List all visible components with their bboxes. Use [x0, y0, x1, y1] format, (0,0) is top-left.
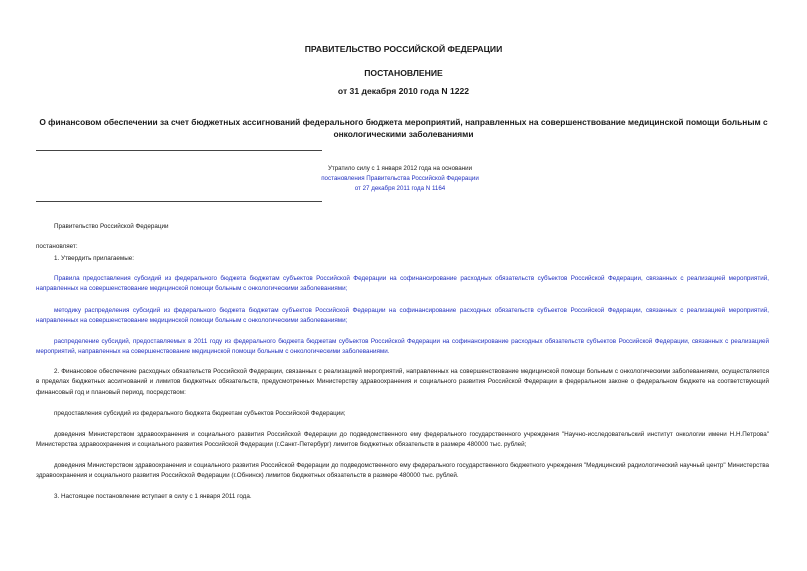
- government-heading: ПРАВИТЕЛЬСТВО РОССИЙСКОЙ ФЕДЕРАЦИИ: [304, 44, 503, 54]
- status-note: [300, 164, 500, 194]
- paragraph-1: 1. Утвердить прилагаемые:: [54, 255, 134, 262]
- status-line: Утратило силу с 1 января 2012 года на основании: [327, 165, 473, 172]
- paragraph-government: Правительство Российской Федерации: [54, 223, 169, 230]
- distribution-link[interactable]: распределение субсидий, предоставляемых в 2011 году из федерального бюджета бюджетам субъектов Российской Федерации на софинансирование расходных обязательств субъектов Российской Федерации, связанных с реализацией мероприятий, направленных на совершенствование медицинской помощи больным с онкологическими заболеваниями.: [36, 338, 769, 356]
- document-date-number: от 31 декабря 2010 года N 1222: [337, 86, 470, 96]
- divider-bottom: [36, 201, 322, 202]
- methodology-link[interactable]: методику распределения субсидий из федерального бюджета бюджетам субъектов Российской Федерации на софинансирование расходных обязательств субъектов Российской Федерации, связанных с реализацией мероприятий, направленных на совершенствование медицинской помощи больным с онкологическими заболеваниями;: [36, 307, 769, 325]
- document-type-heading: ПОСТАНОВЛЕНИЕ: [364, 68, 443, 78]
- paragraph-2a: предоставления субсидий из федерального бюджета бюджетам субъектов Российской Федерации;: [54, 410, 346, 417]
- paragraph-decrees: постановляет:: [36, 243, 78, 250]
- paragraph-2b: доведения Министерством здравоохранения и социального развития Российской Федерации до подведомственного ему федерального государственного учреждения "Научно-исследовательский институт онкологии имени Н.Н.Петрова" Министерства здравоохранения и социального развития Российской Федерации (г.Санкт-Петербург) лимитов бюджетных обязательств в размере 480000 тыс. рублей;: [36, 431, 769, 449]
- paragraph-2c: доведения Министерством здравоохранения и социального развития Российской Федерации до подведомственного ему федерального государственного бюджетного учреждения "Медицинский радиологический научный центр" Министерства здравоохранения и социального развития Российской Федерации (г.Обнинск) лимитов бюджетных обязательств в размере 480000 тыс. рублей.: [36, 462, 769, 480]
- paragraph-3: 3. Настоящее постановление вступает в силу с 1 января 2011 года.: [54, 493, 252, 500]
- rules-subsidies-link[interactable]: Правила предоставления субсидий из федерального бюджета бюджетам субъектов Российской Федерации на софинансирование расходных обязательств субъектов Российской Федерации, связанных с реализацией мероприятий, направленных на совершенствование медицинской помощи больным с онкологическими заболеваниями;: [36, 275, 769, 293]
- repeal-decree-link[interactable]: постановления Правительства Российской Федерации: [321, 175, 479, 182]
- document-title: О финансовом обеспечении за счет бюджетных ассигнований федерального бюджета мероприятий, направленных на совершенствование медицинской помощи больным с онкологическими заболеваниями: [39, 117, 768, 139]
- paragraph-2: 2. Финансовое обеспечение расходных обязательств Российской Федерации, связанных с реализацией мероприятий, направленных на совершенствование медицинской помощи больным с онкологическими заболеваниями, осуществляется в пределах бюджетных ассигнований и лимитов бюджетных обязательств, предусмотренных Министерству здравоохранения и социального развития Российской Федерации в федеральном законе о федеральном бюджете на соответствующий финансовый год и плановый период, посредством:: [36, 368, 769, 396]
- repeal-decree-date-link[interactable]: от 27 декабря 2011 года N 1164: [354, 185, 446, 192]
- divider-top: [36, 150, 322, 151]
